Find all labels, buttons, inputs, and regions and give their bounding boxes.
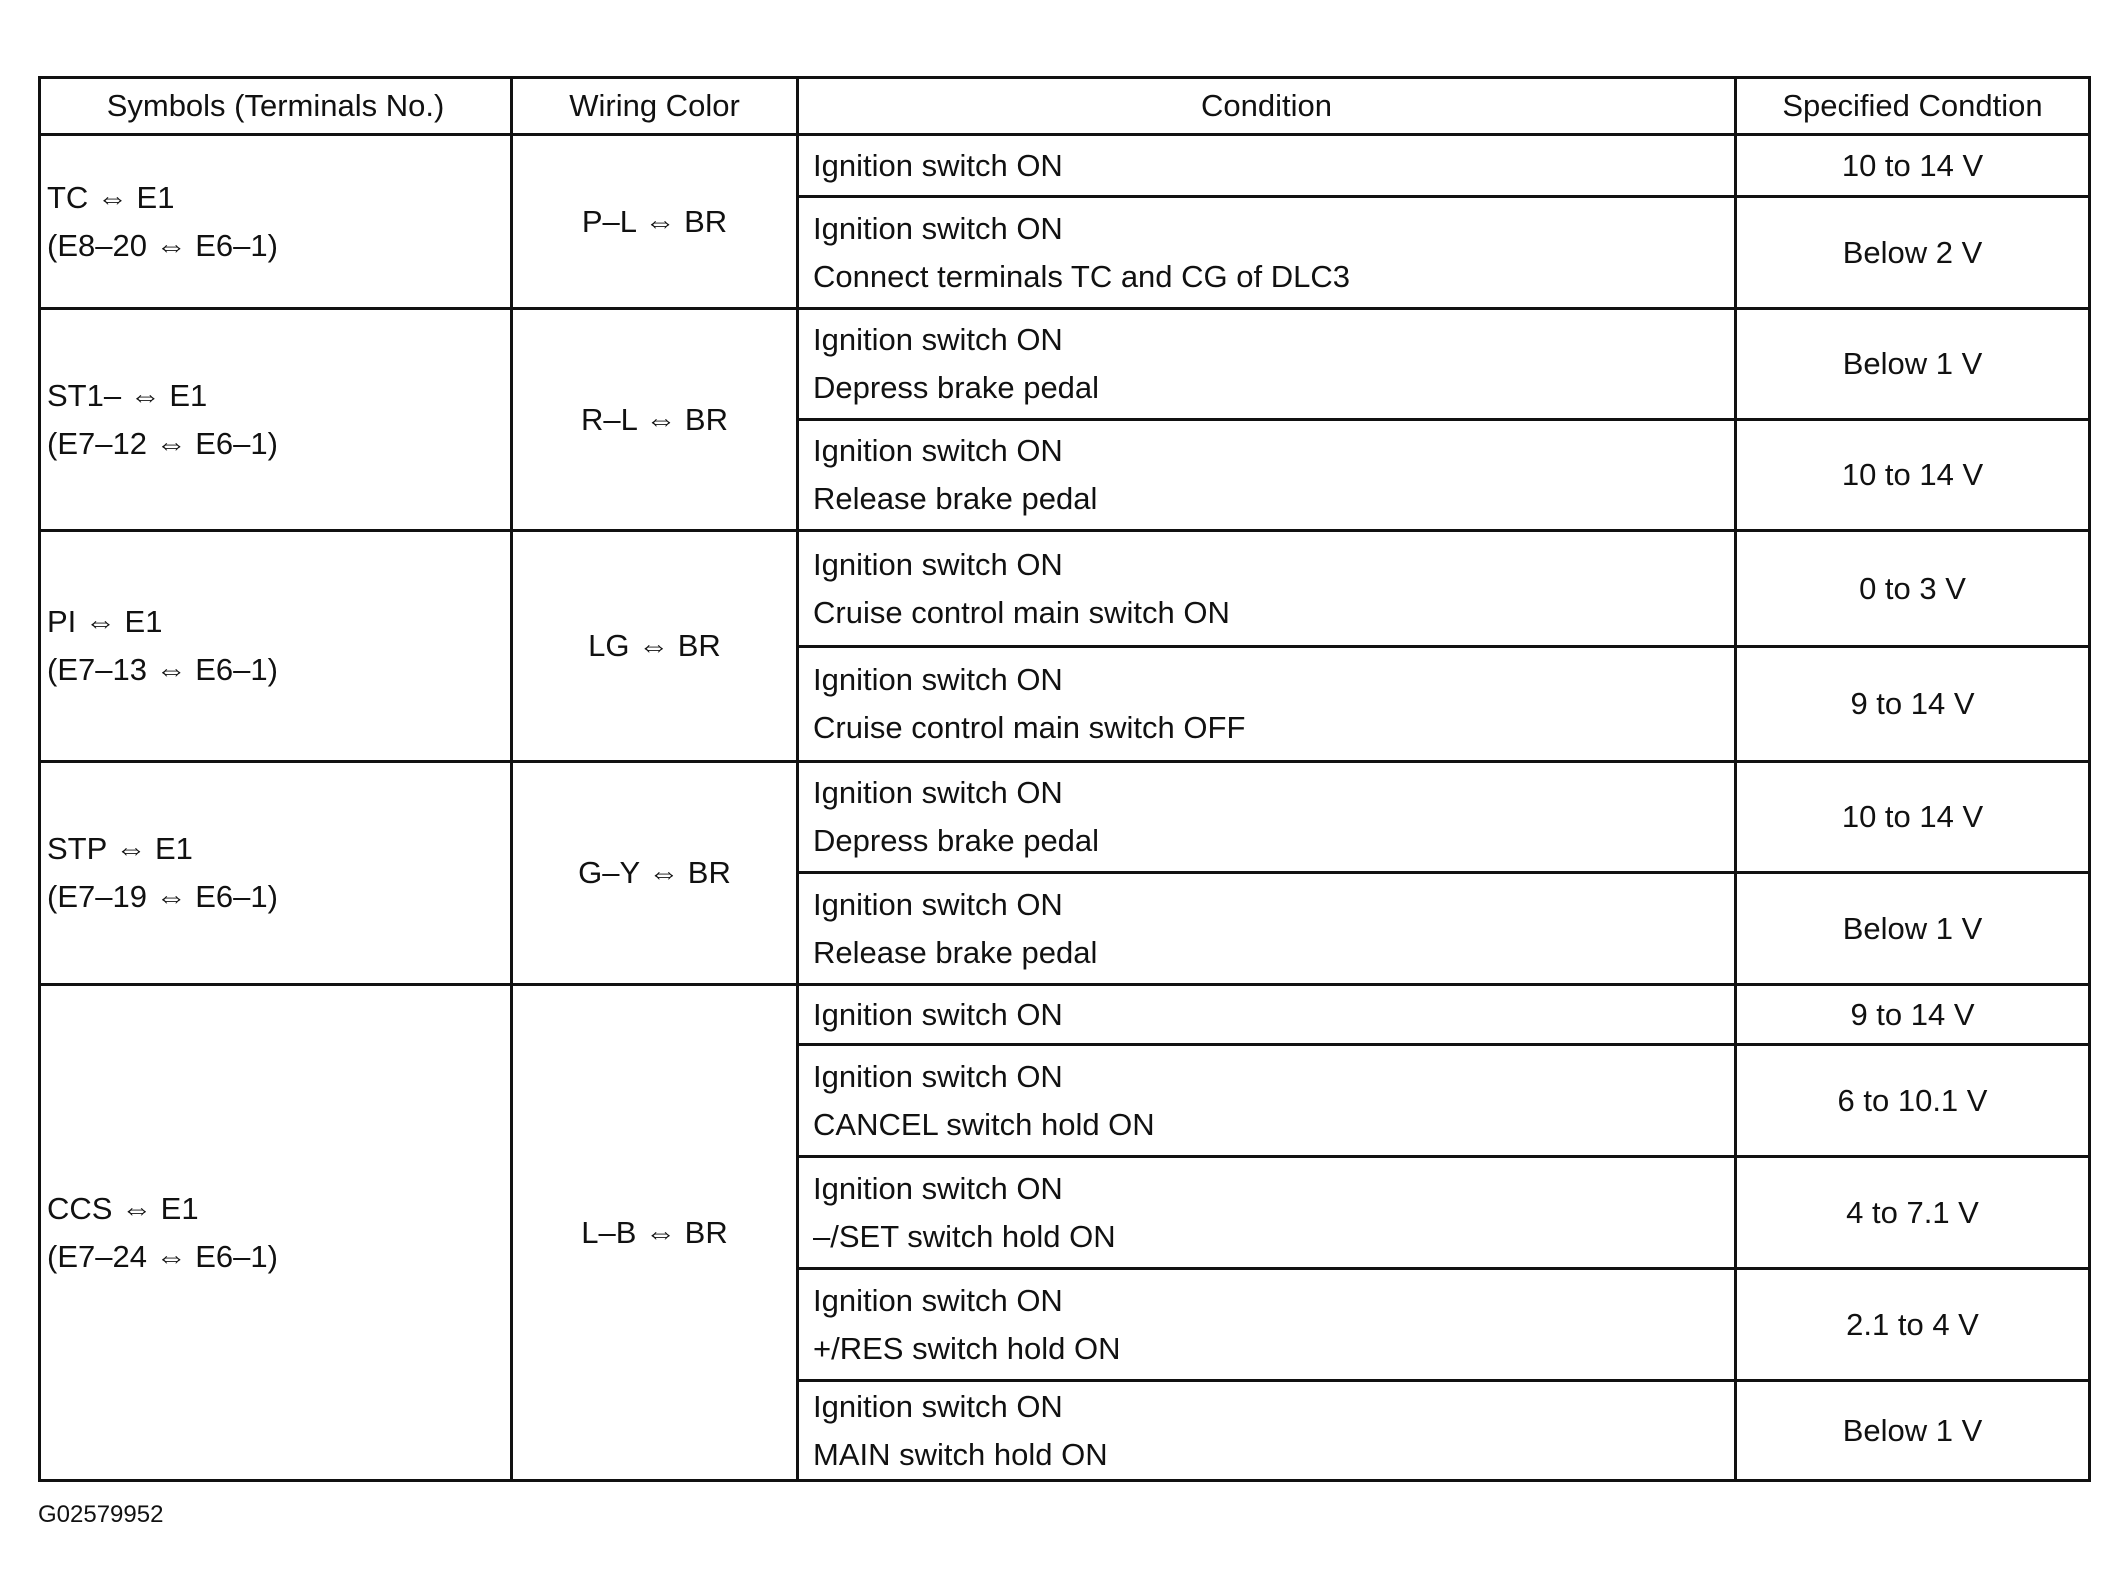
condition-cell [798,762,1736,873]
condition-cell [798,647,1736,762]
header-condition: Condition [798,78,1736,135]
spec-cell: Below 2 V [1736,197,2090,309]
spec-cell: 0 to 3 V [1736,531,2090,647]
condition-cell [798,1045,1736,1157]
condition-cell [798,135,1736,197]
symbol-line: TC ⇔ E1 [47,179,175,215]
terminal-line: (E7–12 ⇔ E6–1) [47,425,278,461]
symbol-line: ST1– ⇔ E1 [47,377,208,413]
table-row [40,531,2090,647]
header-row [40,78,2090,135]
condition-line: Depress brake pedal [813,823,1100,858]
spec-cell: Below 1 V [1736,309,2090,420]
symbol-cell [40,531,512,762]
condition-cell [798,1157,1736,1269]
symbol-cell [40,309,512,531]
condition-cell [798,420,1736,531]
wiring-color-cell: LG ⇔ BR [512,531,798,762]
condition-cell [798,873,1736,985]
table-row [40,762,2090,873]
wiring-color-cell: L–B ⇔ BR [512,985,798,1481]
condition-line: Ignition switch ON [813,433,1063,468]
spec-cell: 9 to 14 V [1736,985,2090,1045]
condition-line: Connect terminals TC and CG of DLC3 [813,258,1350,294]
spec-cell: 10 to 14 V [1736,135,2090,197]
condition-line: Ignition switch ON [813,1282,1063,1318]
spec-cell: Below 1 V [1736,1381,2090,1481]
table-row [40,985,2090,1045]
symbol-line: PI ⇔ E1 [47,604,163,639]
condition-cell [798,1381,1736,1481]
spec-cell: 10 to 14 V [1736,420,2090,531]
condition-line: Ignition switch ON [813,322,1063,357]
symbol-line: STP ⇔ E1 [47,831,193,866]
symbol-cell [40,135,512,309]
condition-line: Ignition switch ON [813,1170,1063,1206]
terminal-line: (E7–19 ⇔ E6–1) [47,879,278,914]
terminal-line: (E8–20 ⇔ E6–1) [47,227,278,263]
table-row [40,309,2090,420]
condition-line: MAIN switch hold ON [813,1436,1108,1472]
condition-line: Ignition switch ON [813,1058,1063,1094]
header-symbols: Symbols (Terminals No.) [40,78,512,135]
spec-cell: 4 to 7.1 V [1736,1157,2090,1269]
spec-cell: 9 to 14 V [1736,647,2090,762]
condition-line: –/SET switch hold ON [813,1218,1116,1254]
condition-line: Ignition switch ON [813,886,1063,922]
terminal-line: (E7–24 ⇔ E6–1) [47,1238,278,1274]
condition-cell [798,1269,1736,1381]
figure-id: G02579952 [38,1501,164,1528]
symbol-cell [40,985,512,1481]
header-wiring-color: Wiring Color [512,78,798,135]
spec-cell: 10 to 14 V [1736,762,2090,873]
condition-cell [798,531,1736,647]
spec-cell: 6 to 10.1 V [1736,1045,2090,1157]
condition-line: Ignition switch ON [813,1388,1063,1424]
symbol-line: CCS ⇔ E1 [47,1190,199,1226]
spec-cell: 2.1 to 4 V [1736,1269,2090,1381]
condition-line: Ignition switch ON [813,996,1063,1032]
condition-line: Depress brake pedal [813,370,1100,405]
terminal-spec-table [38,76,2091,1482]
wiring-color-cell: G–Y ⇔ BR [512,762,798,985]
spec-cell: Below 1 V [1736,873,2090,985]
condition-line: Ignition switch ON [813,662,1063,697]
condition-line: Cruise control main switch ON [813,594,1230,630]
wiring-color-cell: P–L ⇔ BR [512,135,798,309]
condition-line: Ignition switch ON [813,210,1063,246]
condition-cell [798,197,1736,309]
symbol-cell [40,762,512,985]
condition-line: CANCEL switch hold ON [813,1106,1155,1142]
condition-cell [798,309,1736,420]
condition-line: Ignition switch ON [813,775,1063,810]
condition-line: Release brake pedal [813,934,1098,970]
header-specified-condition: Specified Condtion [1736,78,2090,135]
condition-line: Ignition switch ON [813,546,1063,582]
condition-line: Cruise control main switch OFF [813,710,1246,745]
terminal-line: (E7–13 ⇔ E6–1) [47,652,278,687]
table-row [40,135,2090,197]
wiring-color-cell: R–L ⇔ BR [512,309,798,531]
condition-cell [798,985,1736,1045]
condition-line: Release brake pedal [813,481,1098,516]
condition-line: Ignition switch ON [813,147,1063,183]
condition-line: +/RES switch hold ON [813,1330,1121,1366]
